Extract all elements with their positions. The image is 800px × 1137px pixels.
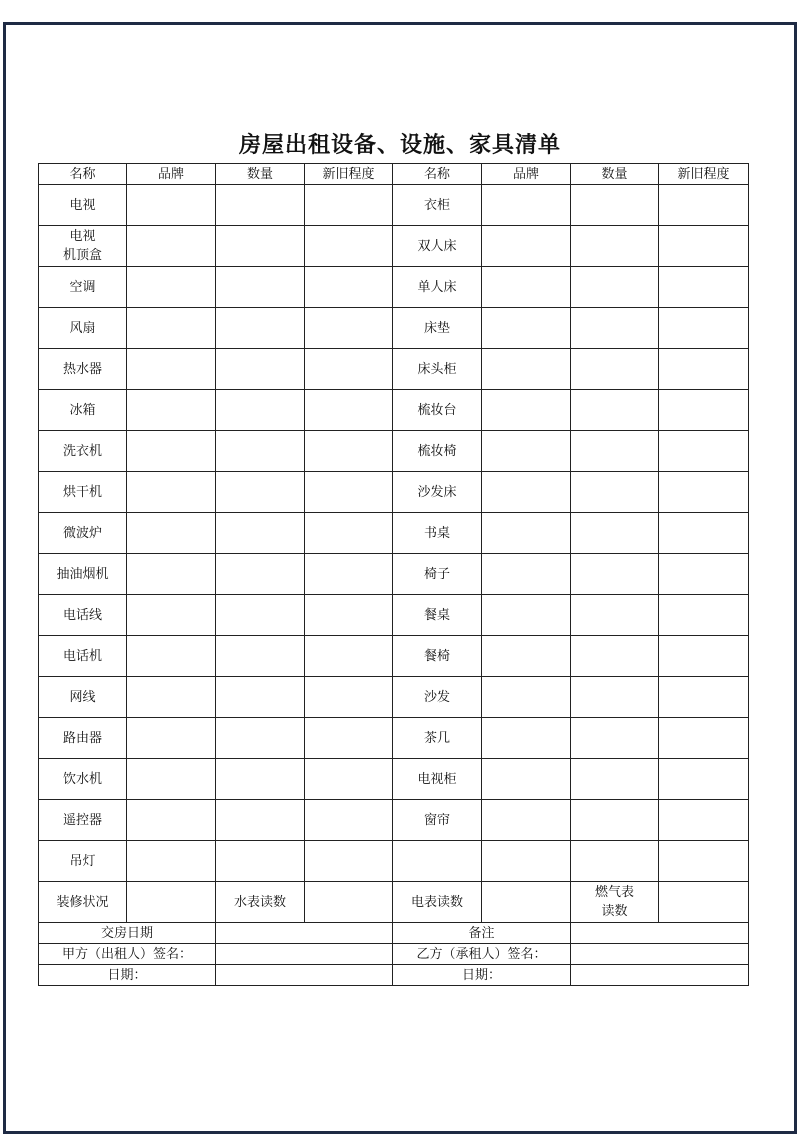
condition-cell[interactable] [659, 636, 749, 677]
condition-cell[interactable] [659, 472, 749, 513]
item-name-right: 茶几 [393, 718, 482, 759]
condition-cell[interactable] [659, 513, 749, 554]
brand-cell[interactable] [127, 800, 216, 841]
remarks-value[interactable] [571, 923, 749, 944]
party-a-date-label: 日期： [39, 965, 216, 986]
item-name-left: 热水器 [39, 349, 127, 390]
header-condition: 新旧程度 [305, 164, 393, 185]
quantity-cell[interactable] [216, 308, 305, 349]
quantity-cell[interactable] [571, 267, 659, 308]
condition-cell[interactable] [305, 595, 393, 636]
header-brand: 品牌 [127, 164, 216, 185]
item-name-left: 电视 [39, 185, 127, 226]
brand-cell[interactable] [482, 308, 571, 349]
brand-cell[interactable] [127, 677, 216, 718]
quantity-cell[interactable] [216, 800, 305, 841]
item-name-left: 遥控器 [39, 800, 127, 841]
quantity-cell[interactable] [571, 513, 659, 554]
item-name-right: 书桌 [393, 513, 482, 554]
item-name-right: 床头柜 [393, 349, 482, 390]
table-row [39, 390, 749, 431]
item-name-right: 沙发 [393, 677, 482, 718]
gas-meter-label: 燃气表 读数 [571, 882, 659, 923]
brand-cell[interactable] [482, 595, 571, 636]
brand-cell[interactable] [482, 718, 571, 759]
brand-cell[interactable] [127, 349, 216, 390]
table-row [39, 800, 749, 841]
table-row [39, 841, 749, 882]
brand-cell[interactable] [482, 800, 571, 841]
item-name-left: 电话线 [39, 595, 127, 636]
quantity-cell[interactable] [216, 513, 305, 554]
quantity-cell[interactable] [571, 185, 659, 226]
table-row [39, 472, 749, 513]
item-name-right: 梳妆台 [393, 390, 482, 431]
party-a-date-field[interactable] [216, 965, 393, 986]
quantity-cell[interactable] [216, 759, 305, 800]
brand-cell[interactable] [127, 390, 216, 431]
quantity-cell[interactable] [571, 472, 659, 513]
item-name-left: 烘干机 [39, 472, 127, 513]
electric-meter-label: 电表读数 [393, 882, 482, 923]
party-b-date-label: 日期： [393, 965, 571, 986]
condition-cell[interactable] [305, 349, 393, 390]
quantity-cell[interactable] [216, 841, 305, 882]
item-name-right: 餐桌 [393, 595, 482, 636]
item-name-right[interactable] [393, 841, 482, 882]
condition-cell[interactable] [659, 185, 749, 226]
quantity-cell[interactable] [216, 226, 305, 267]
condition-cell[interactable] [305, 554, 393, 595]
brand-cell[interactable] [482, 185, 571, 226]
table-row [39, 513, 749, 554]
brand-cell[interactable] [482, 554, 571, 595]
quantity-cell[interactable] [571, 759, 659, 800]
table-row [39, 308, 749, 349]
brand-cell[interactable] [482, 636, 571, 677]
condition-cell[interactable] [305, 636, 393, 677]
condition-cell[interactable] [305, 472, 393, 513]
item-name-right: 单人床 [393, 267, 482, 308]
item-name-right: 窗帘 [393, 800, 482, 841]
item-name-right: 椅子 [393, 554, 482, 595]
date-row [39, 965, 749, 986]
header-quantity: 数量 [216, 164, 305, 185]
water-meter-value[interactable] [305, 882, 393, 923]
quantity-cell[interactable] [571, 595, 659, 636]
brand-cell[interactable] [127, 226, 216, 267]
party-a-sign-label: 甲方（出租人）签名： [39, 944, 216, 965]
condition-cell[interactable] [659, 267, 749, 308]
item-name-right: 双人床 [393, 226, 482, 267]
condition-cell[interactable] [659, 349, 749, 390]
item-name-left: 冰箱 [39, 390, 127, 431]
condition-cell[interactable] [305, 718, 393, 759]
item-name-right: 衣柜 [393, 185, 482, 226]
brand-cell[interactable] [127, 554, 216, 595]
quantity-cell[interactable] [216, 677, 305, 718]
quantity-cell[interactable] [216, 390, 305, 431]
condition-cell[interactable] [659, 800, 749, 841]
brand-cell[interactable] [482, 226, 571, 267]
quantity-cell[interactable] [571, 308, 659, 349]
condition-cell[interactable] [305, 841, 393, 882]
item-name-right: 餐椅 [393, 636, 482, 677]
quantity-cell[interactable] [571, 226, 659, 267]
item-name-left: 空调 [39, 267, 127, 308]
brand-cell[interactable] [127, 308, 216, 349]
brand-cell[interactable] [482, 431, 571, 472]
condition-cell[interactable] [305, 800, 393, 841]
decoration-label: 装修状况 [39, 882, 127, 923]
item-name-right: 沙发床 [393, 472, 482, 513]
table-row [39, 677, 749, 718]
remarks-label: 备注 [393, 923, 571, 944]
quantity-cell[interactable] [216, 267, 305, 308]
brand-cell[interactable] [482, 472, 571, 513]
condition-cell[interactable] [659, 759, 749, 800]
quantity-cell[interactable] [216, 472, 305, 513]
table-row [39, 185, 749, 226]
condition-cell[interactable] [305, 390, 393, 431]
quantity-cell[interactable] [216, 636, 305, 677]
party-a-sign-field[interactable] [216, 944, 393, 965]
brand-cell[interactable] [127, 472, 216, 513]
item-name-left: 风扇 [39, 308, 127, 349]
brand-cell[interactable] [127, 267, 216, 308]
table-row [39, 267, 749, 308]
brand-cell[interactable] [482, 513, 571, 554]
brand-cell[interactable] [127, 431, 216, 472]
handover-date-label: 交房日期 [39, 923, 216, 944]
document-title: 房屋出租设备、设施、家具清单 [238, 132, 561, 158]
condition-cell[interactable] [659, 554, 749, 595]
quantity-cell[interactable] [216, 185, 305, 226]
item-name-left: 电视 机顶盒 [39, 226, 127, 267]
quantity-cell[interactable] [216, 349, 305, 390]
quantity-cell[interactable] [571, 390, 659, 431]
item-name-left: 饮水机 [39, 759, 127, 800]
brand-cell[interactable] [127, 759, 216, 800]
item-name-right: 电视柜 [393, 759, 482, 800]
condition-cell[interactable] [659, 595, 749, 636]
signature-row [39, 944, 749, 965]
condition-cell[interactable] [305, 308, 393, 349]
table-row [39, 349, 749, 390]
table-row [39, 718, 749, 759]
inventory-table [38, 163, 749, 986]
quantity-cell[interactable] [216, 718, 305, 759]
condition-cell[interactable] [659, 431, 749, 472]
condition-cell[interactable] [305, 759, 393, 800]
quantity-cell[interactable] [571, 718, 659, 759]
table-row [39, 636, 749, 677]
header-quantity: 数量 [571, 164, 659, 185]
quantity-cell[interactable] [571, 800, 659, 841]
item-name-left: 抽油烟机 [39, 554, 127, 595]
brand-cell[interactable] [482, 677, 571, 718]
condition-cell[interactable] [305, 677, 393, 718]
brand-cell[interactable] [127, 595, 216, 636]
quantity-cell[interactable] [216, 554, 305, 595]
handover-date-value[interactable] [216, 923, 393, 944]
quantity-cell[interactable] [216, 595, 305, 636]
quantity-cell[interactable] [571, 677, 659, 718]
quantity-cell[interactable] [571, 431, 659, 472]
item-name-left: 路由器 [39, 718, 127, 759]
brand-cell[interactable] [482, 759, 571, 800]
decoration-value[interactable] [127, 882, 216, 923]
item-name-left: 微波炉 [39, 513, 127, 554]
condition-cell[interactable] [659, 226, 749, 267]
header-brand: 品牌 [482, 164, 571, 185]
brand-cell[interactable] [127, 636, 216, 677]
condition-cell[interactable] [305, 513, 393, 554]
condition-cell[interactable] [659, 677, 749, 718]
condition-cell[interactable] [659, 718, 749, 759]
brand-cell[interactable] [127, 718, 216, 759]
condition-cell[interactable] [305, 226, 393, 267]
water-meter-label: 水表读数 [216, 882, 305, 923]
electric-meter-value[interactable] [482, 882, 571, 923]
table-row [39, 595, 749, 636]
item-name-right: 梳妆椅 [393, 431, 482, 472]
table-row [39, 431, 749, 472]
brand-cell[interactable] [482, 267, 571, 308]
brand-cell[interactable] [127, 513, 216, 554]
brand-cell[interactable] [482, 349, 571, 390]
item-name-left: 洗衣机 [39, 431, 127, 472]
handover-row [39, 923, 749, 944]
item-name-left: 电话机 [39, 636, 127, 677]
party-b-sign-field[interactable] [571, 944, 749, 965]
quantity-cell[interactable] [571, 636, 659, 677]
header-name: 名称 [393, 164, 482, 185]
item-name-left: 网线 [39, 677, 127, 718]
quantity-cell[interactable] [571, 349, 659, 390]
brand-cell[interactable] [482, 841, 571, 882]
item-name-left: 吊灯 [39, 841, 127, 882]
header-condition: 新旧程度 [659, 164, 749, 185]
condition-cell[interactable] [305, 431, 393, 472]
condition-cell[interactable] [659, 308, 749, 349]
brand-cell[interactable] [127, 185, 216, 226]
brand-cell[interactable] [482, 390, 571, 431]
quantity-cell[interactable] [571, 554, 659, 595]
readings-row [39, 882, 749, 923]
condition-cell[interactable] [659, 390, 749, 431]
gas-meter-value[interactable] [659, 882, 749, 923]
party-b-sign-label: 乙方（承租人）签名： [393, 944, 571, 965]
table-row [39, 759, 749, 800]
quantity-cell[interactable] [216, 431, 305, 472]
condition-cell[interactable] [305, 185, 393, 226]
brand-cell[interactable] [127, 841, 216, 882]
header-row [39, 164, 749, 185]
header-name: 名称 [39, 164, 127, 185]
quantity-cell[interactable] [571, 841, 659, 882]
party-b-date-field[interactable] [571, 965, 749, 986]
table-row [39, 226, 749, 267]
condition-cell[interactable] [659, 841, 749, 882]
table-row [39, 554, 749, 595]
item-name-right: 床垫 [393, 308, 482, 349]
condition-cell[interactable] [305, 267, 393, 308]
